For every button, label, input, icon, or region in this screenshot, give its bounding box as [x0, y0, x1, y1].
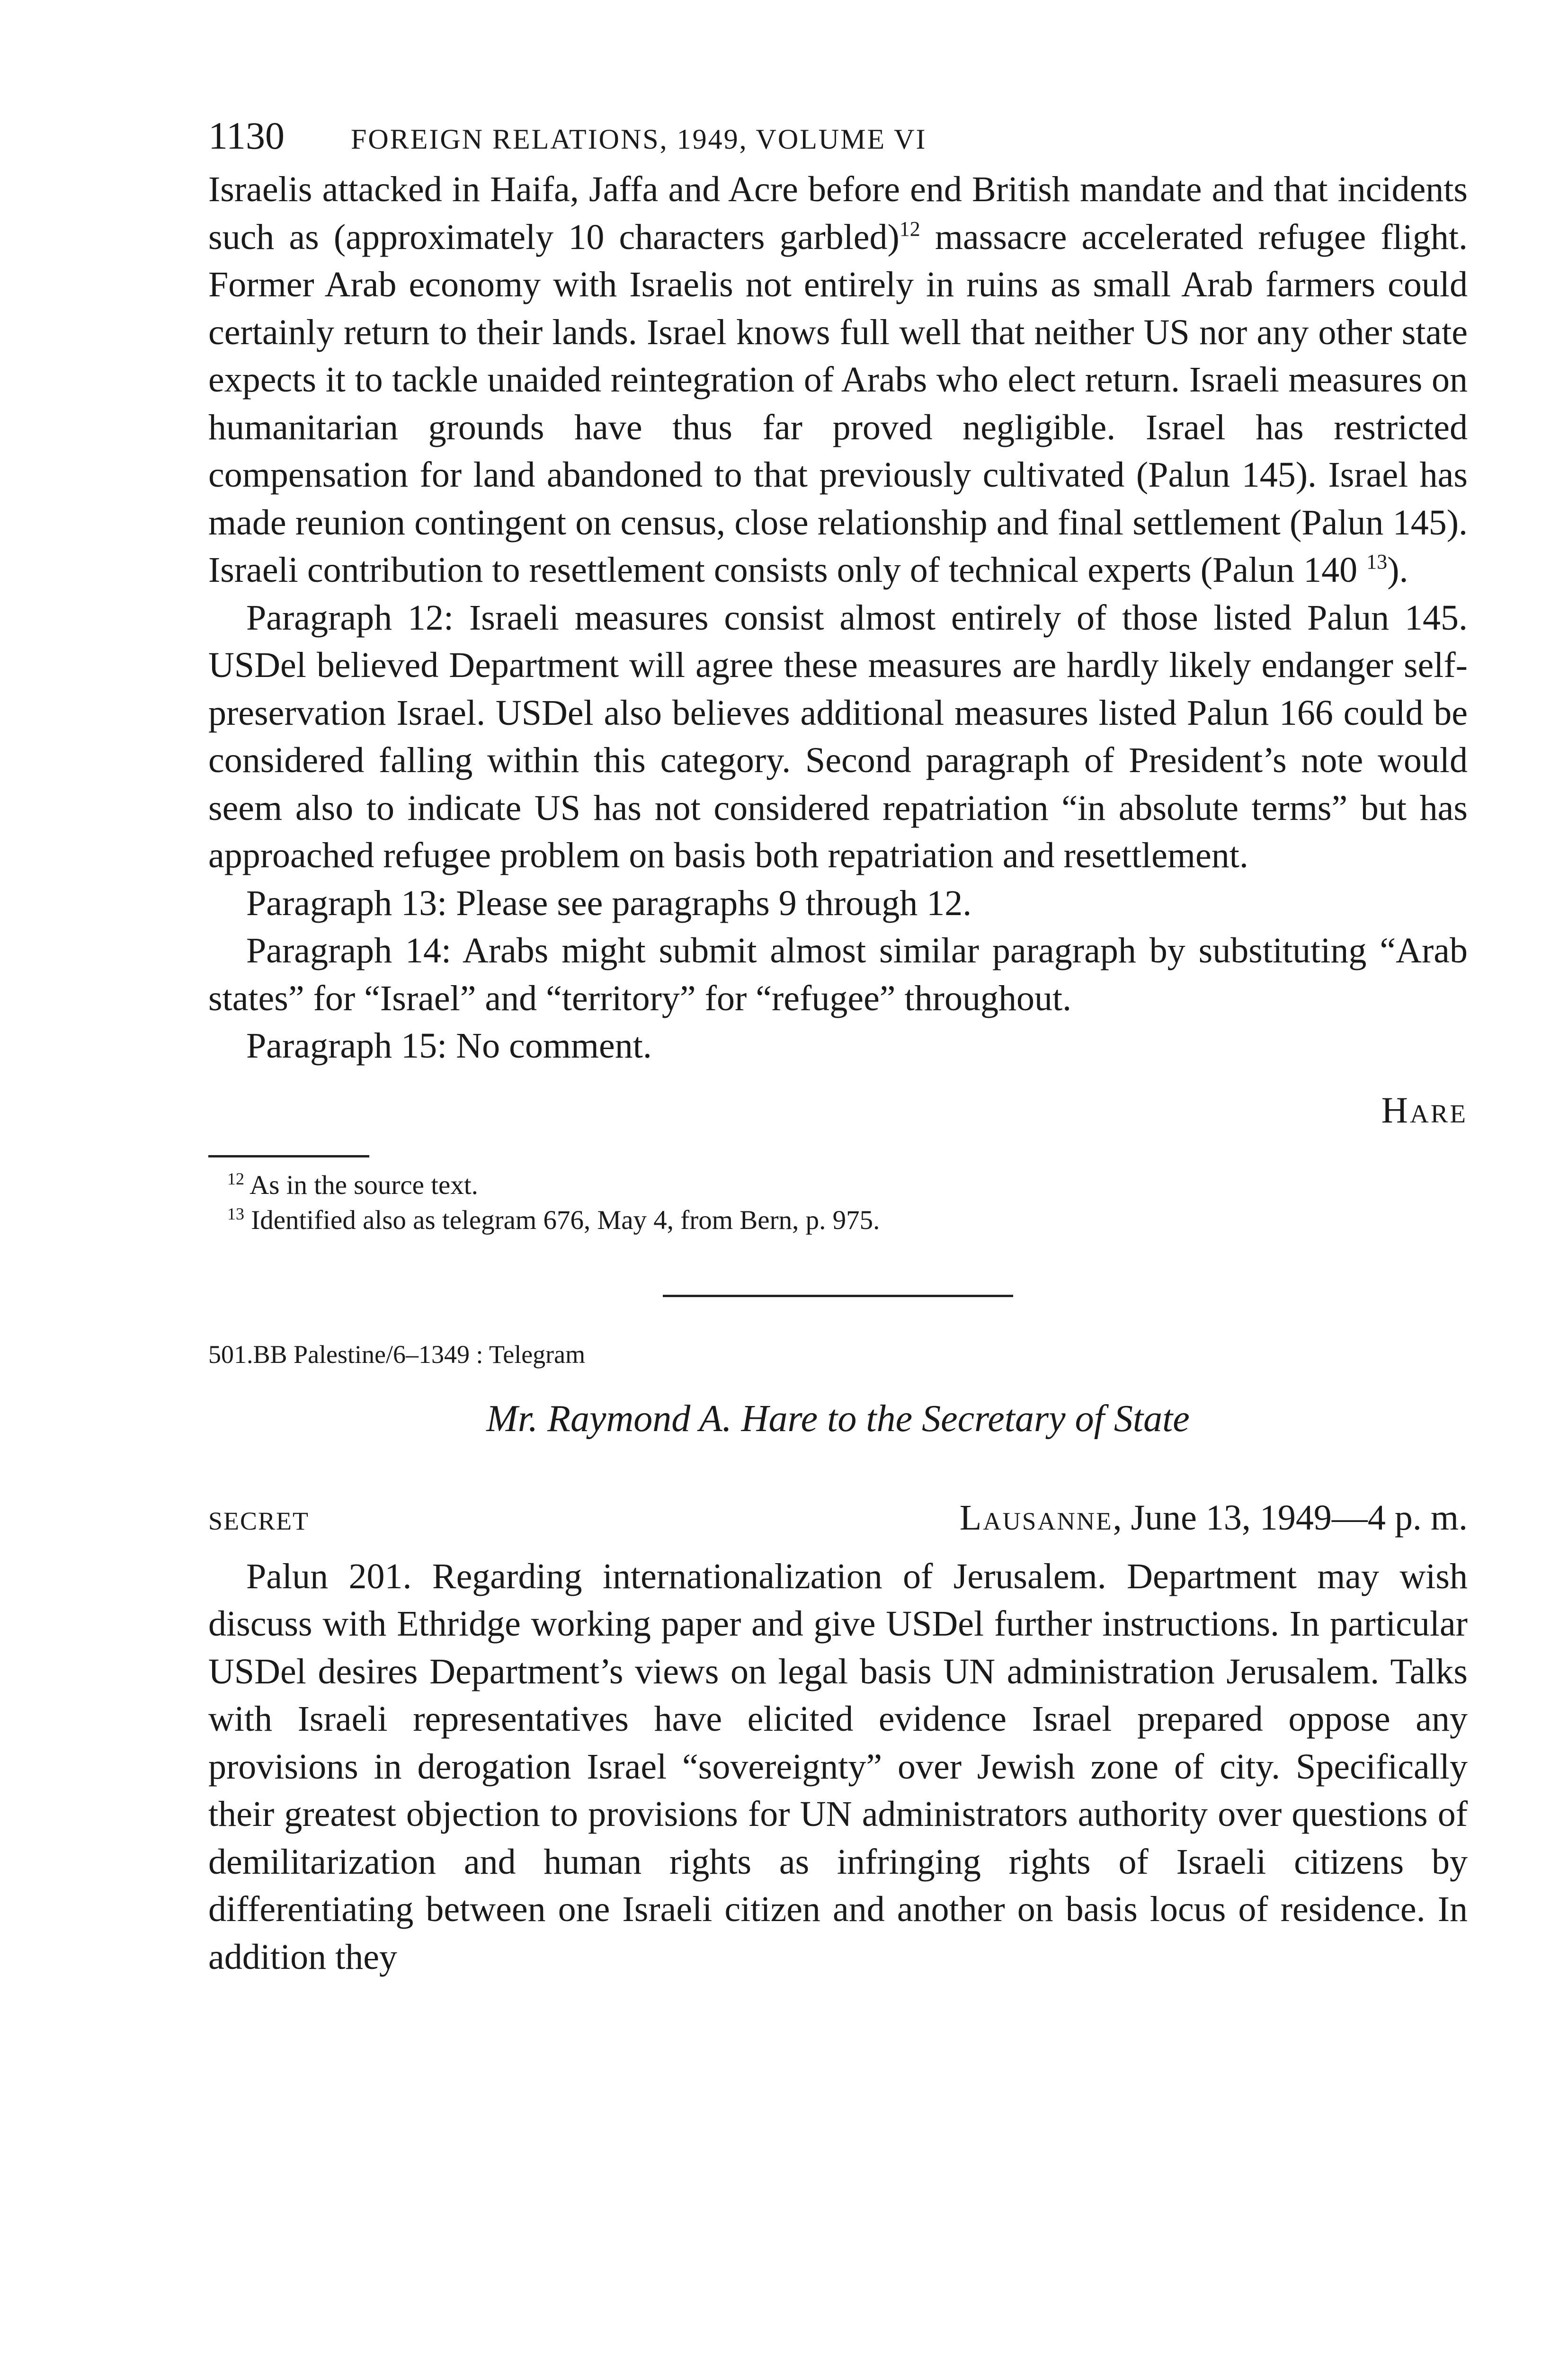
footnote-mark: 13	[227, 1204, 244, 1223]
footnote-ref-12: 12	[899, 217, 920, 240]
signature: Hare	[1381, 1089, 1468, 1130]
footnote-12	[227, 1168, 1468, 1203]
footnote-ref-13: 13	[1366, 550, 1388, 573]
footnote-text: Identified also as telegram 676, May 4, from Bern, p. 975.	[251, 1205, 880, 1235]
file-reference: 501.BB Palestine/6–1349 : Telegram	[208, 1340, 586, 1369]
paragraph-text: Israelis attacked in Haifa, Jaffa and Acre before end British mandate and that incidents such as (approximately 10 characters garbled)	[208, 169, 1468, 257]
footnote-text: As in the source text.	[249, 1170, 478, 1200]
paragraph-text: ).	[1387, 550, 1408, 590]
continued-paragraph	[208, 166, 1468, 594]
paragraph-12: Paragraph 12: Israeli measures consist almost entirely of those listed Palun 145. USDel believed Department will agree these measures are hardly likely endanger self-preservation Israel. USDel also believes additional measures listed Palun 166 could be considered falling within this category. Second paragraph of President’s note would seem also to indicate US has not considered repatriation “in absolute terms” but has approached refugee problem on basis both repatriation and resettlement.	[208, 597, 1468, 875]
paragraph-14: Paragraph 14: Arabs might submit almost similar paragraph by substituting “Arab states” for “Israel” and “territory” for “refugee” throughout.	[208, 931, 1468, 1018]
paragraph-13: Paragraph 13: Please see paragraphs 9 through 12.	[246, 883, 972, 923]
telegram-body: Palun 201. Regarding internationalization of Jerusalem. Department may wish discuss with Ethridge working paper and give USDel further instructions. In particular USDel desires Department’s views on legal basis UN administration Jerusalem. Talks with Israeli representatives have elicited evidence Israel prepared oppose any provisions in derogation Israel “sovereignty” over Jewish zone of city. Specifically their greatest objection to provisions for UN administrators authority over questions of demilitarization and human rights as infringing rights of Israeli citizens by differentiating between one Israeli citizen and another on basis locus of residence. In addition they	[208, 1556, 1468, 1977]
running-title: FOREIGN RELATIONS, 1949, VOLUME VI	[350, 124, 927, 155]
document-page	[208, 114, 1468, 1981]
footnote-divider	[208, 1155, 369, 1157]
place: Lausanne	[959, 1497, 1113, 1538]
place-date	[960, 1497, 1468, 1539]
footnote-13	[227, 1203, 1468, 1238]
paragraph-text: massacre accelerated refugee flight. Former Arab economy with Israelis not entirely in ruins as small Arab farmers could certainly return to their lands. Israel knows full well that neither US nor any other state expects it to tackle unaided reintegration of Arabs who elect return. Israeli measures on humanitarian grounds have thus far proved negligible. Israel has restricted compensation for land abandoned to that previously cultivated (Palun 145). Israel has made reunion contingent on census, close relationship and final settlement (Palun 145). Israeli contribution to resettlement consists only of technical experts (Palun 140	[208, 217, 1468, 590]
section-divider	[663, 1295, 1013, 1297]
dateline	[208, 1497, 1468, 1539]
document-title: Mr. Raymond A. Hare to the Secretary of State	[486, 1397, 1190, 1440]
running-head	[208, 114, 1468, 166]
classification: SECRET	[208, 1506, 310, 1535]
date: , June 13, 1949—4 p. m.	[1113, 1497, 1468, 1538]
paragraph-15: Paragraph 15: No comment.	[246, 1026, 652, 1066]
footnote-mark: 12	[227, 1169, 244, 1188]
page-number: 1130	[208, 114, 285, 157]
